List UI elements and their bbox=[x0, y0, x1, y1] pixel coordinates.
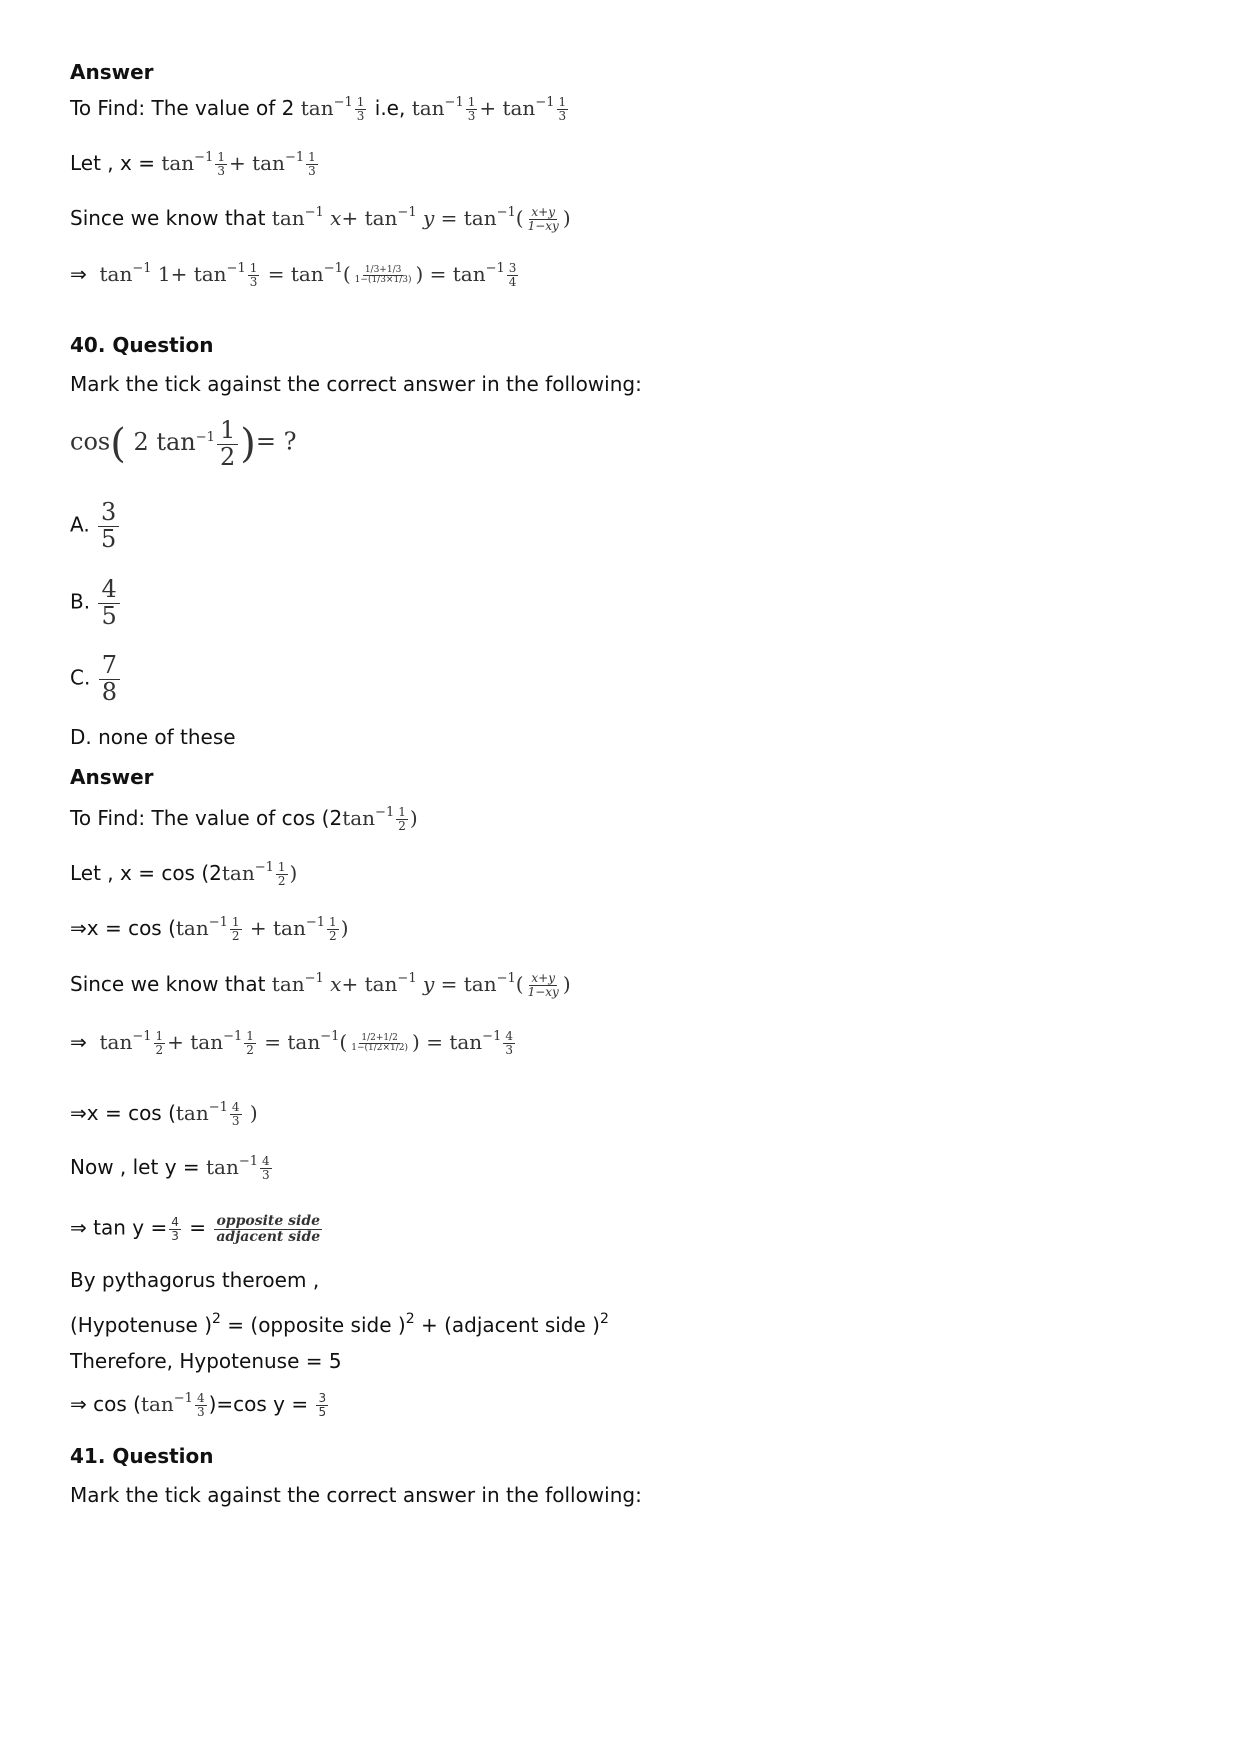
to-find-label: To Find: The value of 2 bbox=[70, 96, 295, 120]
tan-inverse-expr: $\tan^{-1}$ bbox=[300, 95, 353, 120]
hypotenuse-equation: (Hypotenuse )$^2$ = (opposite side )$^2$ + (adjacent side )$^2$ bbox=[70, 1311, 609, 1337]
fraction: $\frac{1}{2}$ bbox=[217, 418, 238, 470]
fraction: $\frac{1}{2}$ bbox=[329, 915, 337, 943]
let-y-label: Now , let y = bbox=[70, 1155, 200, 1179]
option-a[interactable] bbox=[70, 500, 121, 552]
option-fraction: $\frac{7}{8}$ bbox=[99, 653, 120, 705]
fraction: $\frac{4}{3}$ bbox=[196, 1391, 205, 1419]
fraction: $\frac{1}{3}$ bbox=[558, 95, 567, 123]
option-text: none of these bbox=[98, 725, 236, 749]
question-41-prompt: Mark the tick against the correct answer in the following: bbox=[70, 1483, 642, 1507]
let-x-label: Let , x = bbox=[70, 151, 155, 175]
pythagoras-label: By pythagorus theroem , bbox=[70, 1268, 320, 1292]
fraction: $\frac{x+y}{1-xy}$ bbox=[527, 205, 559, 233]
let-x-label: Let , x = cos (2 bbox=[70, 861, 222, 885]
x-equals-line: ⇒x = $\cos (\tan^{-1}$ $\frac{1}{2}$ + $\tan^{-1}$ $\frac{1}{2}$ ) bbox=[70, 915, 349, 943]
fraction: $\frac{4}{3}$ bbox=[231, 1100, 240, 1128]
to-find-line: To Find: The value of 2 $\tan^{-1}$ $\frac{1}{3}$ i.e, $\tan^{-1}$ $\frac{1}{3}$ + $\tan^{-1}$ $\frac{1}{3}$ bbox=[70, 95, 567, 123]
option-letter: A. bbox=[70, 512, 90, 537]
x-equals-line: ⇒x = $\cos (\tan^{-1}$ $\frac{4}{3}$ ) bbox=[70, 1100, 258, 1128]
since-label: Since we know that bbox=[70, 206, 266, 230]
derivation-line: ⇒ $\tan^{-1} 1+ \tan^{-1}$ $\frac{1}{3}$ = $\tan^{-1}$( $\frac{1/3+1/3}{1-(1/3\times 1/3)}$ ) = $\tan^{-1}$ $\frac{3}{4}$ bbox=[70, 261, 517, 289]
ie-text: i.e, bbox=[374, 96, 406, 120]
since-label: Since we know that bbox=[70, 972, 266, 996]
fraction: $\frac{1}{3}$ bbox=[356, 95, 365, 123]
fraction: $\frac{1}{2}$ bbox=[246, 1029, 254, 1057]
compound-fraction: $\frac{1/3+1/3}{1-(1/3\times 1/3)}$ bbox=[354, 264, 412, 285]
identity-line: Since we know that $\tan^{-1} x+ \tan^{-1} y = \tan^{-1}$( $\frac{x+y}{1-xy}$ ) bbox=[70, 205, 571, 233]
fraction: $\frac{3}{5}$ bbox=[318, 1391, 327, 1419]
ratio-fraction: $\frac{\text{opposite side}}{\text{adjacent side}}$ bbox=[216, 1213, 321, 1245]
question-40-expression: cos( 2 $\tan^{-1}$ $\frac{1}{2}$ )= ? bbox=[70, 416, 297, 472]
option-letter: B. bbox=[70, 589, 91, 614]
compound-fraction: $\frac{1/2+1/2}{1-(1/2\times 1/2)}$ bbox=[351, 1032, 409, 1053]
question-41-title: 41. Question bbox=[70, 1444, 214, 1468]
let-x-line: Let , $x = \tan^{-1}$ $\frac{1}{3}$ + $\tan^{-1}$ $\frac{1}{3}$ bbox=[70, 150, 316, 178]
to-find-line: To Find: The value of $\cos (2\tan^{-1}$ $\frac{1}{2}$ ) bbox=[70, 805, 418, 833]
identity-formula: $\tan^{-1} x+ \tan^{-1} y = \tan^{-1}$( bbox=[271, 971, 524, 996]
x-equals-label: ⇒x = cos ( bbox=[70, 916, 176, 940]
identity-formula: $\tan^{-1} x+ \tan^{-1} y = \tan^{-1}$( bbox=[271, 205, 524, 230]
let-y-line: Now , let $y = \tan^{-1}$ $\frac{4}{3}$ bbox=[70, 1154, 270, 1182]
tan-inverse-expr: $\tan^{-1}$ bbox=[411, 95, 464, 120]
fraction: $\frac{1}{3}$ bbox=[217, 150, 225, 178]
tan-y-label: ⇒ tan y = bbox=[70, 1215, 168, 1240]
fraction: $\frac{1}{2}$ bbox=[398, 805, 406, 833]
option-fraction: $\frac{3}{5}$ bbox=[98, 500, 119, 552]
fraction: $\frac{1}{2}$ bbox=[277, 860, 286, 888]
derivation-line: ⇒ $\tan^{-1}$ $\frac{1}{2}$ + $\tan^{-1}$ $\frac{1}{2}$ = $\tan^{-1}$( $\frac{1/2+1/2}{1-(1/2\times 1/2)}$ ) = $\tan^{-1}$ $\frac{4}{3}$ bbox=[70, 1029, 513, 1057]
option-letter: C. bbox=[70, 665, 91, 690]
fraction: $\frac{1}{3}$ bbox=[308, 150, 316, 178]
question-40-title: 40. Question bbox=[70, 333, 214, 357]
to-find-label: To Find: The value of cos (2 bbox=[70, 806, 343, 830]
final-result-line: ⇒ $\cos (\tan^{-1}$ $\frac{4}{3}$ )=cos y = $\frac{3}{5}$ bbox=[70, 1391, 327, 1419]
fraction: $\frac{1}{3}$ bbox=[249, 261, 258, 289]
fraction: $\frac{3}{4}$ bbox=[508, 261, 517, 289]
option-c[interactable] bbox=[70, 653, 122, 705]
fraction: $\frac{1}{2}$ bbox=[231, 915, 240, 943]
option-letter: D. bbox=[70, 725, 92, 749]
x-equals-label: ⇒x = cos ( bbox=[70, 1101, 176, 1125]
fraction: $\frac{1}{2}$ bbox=[155, 1029, 164, 1057]
identity-line: Since we know that $\tan^{-1} x+ \tan^{-1} y = \tan^{-1}$( $\frac{x+y}{1-xy}$ ) bbox=[70, 971, 571, 999]
fraction: $\frac{4}{3}$ bbox=[505, 1029, 513, 1057]
option-fraction: $\frac{4}{5}$ bbox=[98, 577, 119, 629]
fraction: $\frac{1}{3}$ bbox=[467, 95, 476, 123]
answer-heading: Answer bbox=[70, 765, 154, 789]
hypotenuse-result: Therefore, Hypotenuse = 5 bbox=[70, 1349, 342, 1373]
fraction: $\frac{4}{3}$ bbox=[171, 1215, 179, 1243]
option-d[interactable] bbox=[70, 727, 236, 747]
let-x-line: Let , $x = \cos (2\tan^{-1}$ $\frac{1}{2}$ ) bbox=[70, 860, 298, 888]
fraction: $\frac{4}{3}$ bbox=[262, 1154, 270, 1182]
tan-y-line: ⇒ tan y = $\frac{4}{3}$ = $\frac{\text{opposite side}}{\text{adjacent side}}$ bbox=[70, 1213, 321, 1245]
answer-heading: Answer bbox=[70, 60, 154, 84]
question-40-prompt: Mark the tick against the correct answer in the following: bbox=[70, 372, 642, 396]
option-b[interactable] bbox=[70, 577, 122, 629]
fraction: $\frac{x+y}{1-xy}$ bbox=[527, 971, 559, 999]
